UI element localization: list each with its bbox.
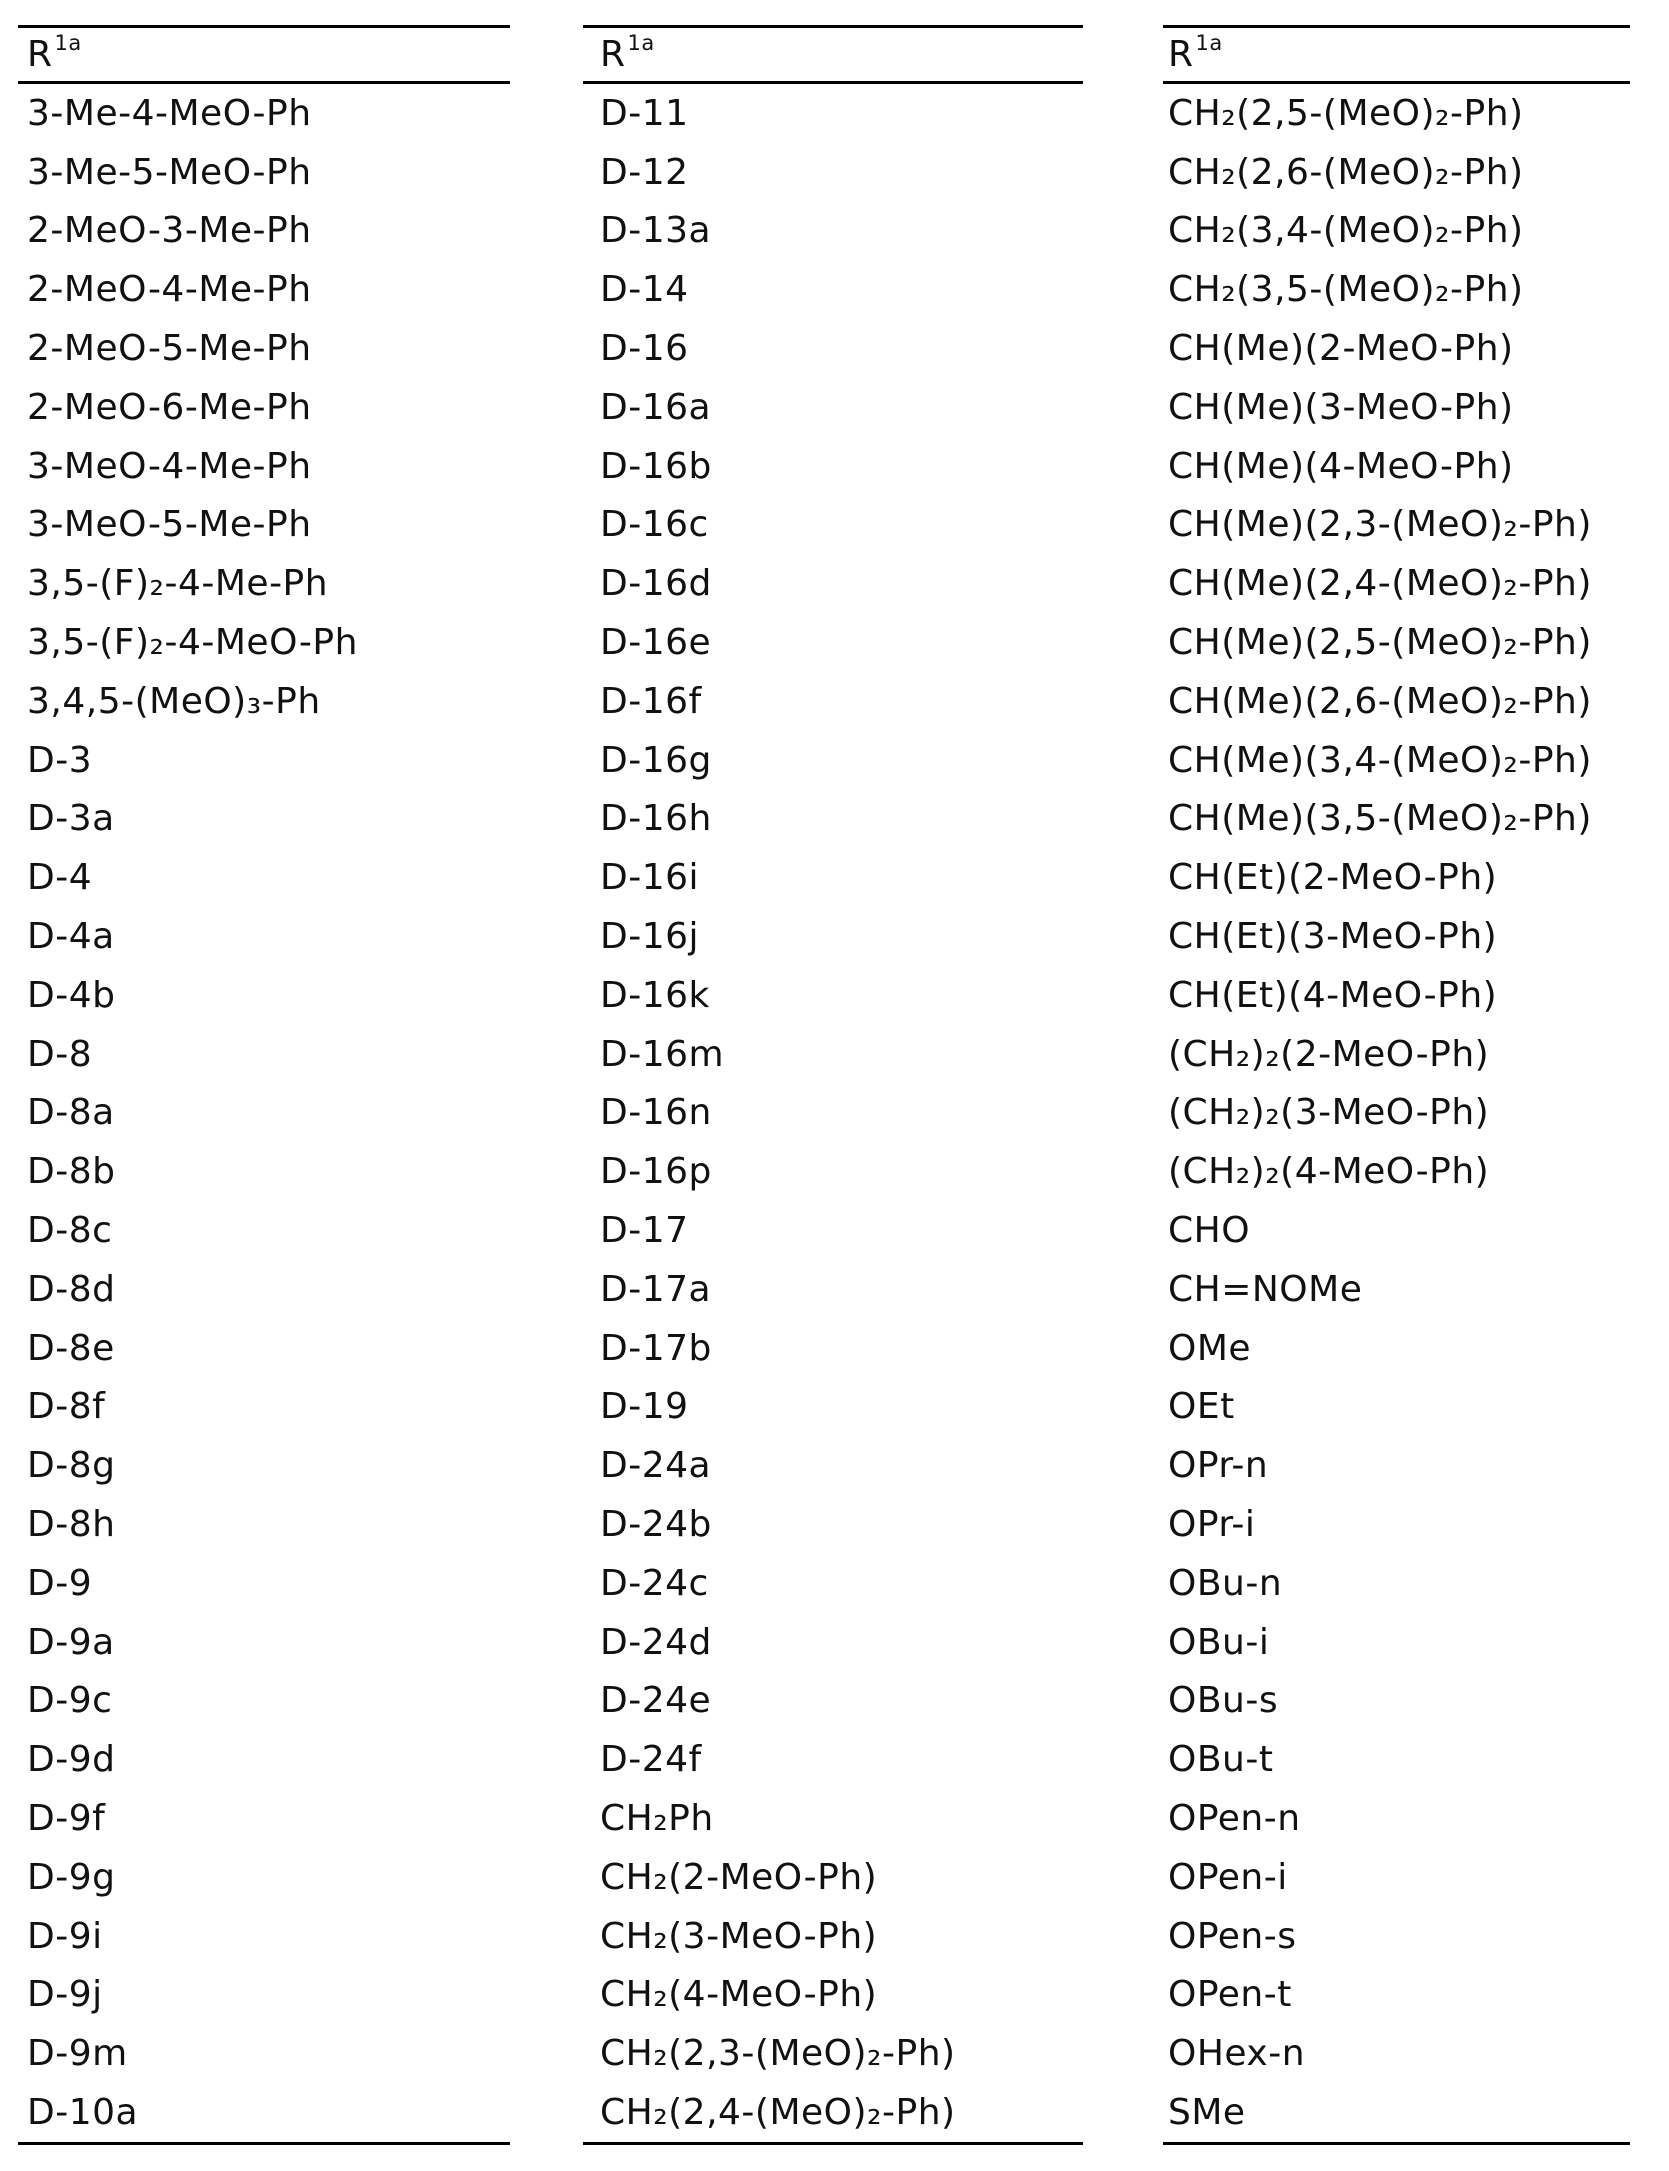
table-row: CH(Me)(2,6-(MeO)₂-Ph) [1168, 680, 1592, 722]
table-row: D-8a [27, 1092, 115, 1134]
table-row: CH₂(2,3-(MeO)₂-Ph) [600, 2033, 956, 2075]
table-row: D-8h [27, 1504, 116, 1546]
table-row: D-9m [27, 2033, 128, 2075]
table-row: D-8d [27, 1268, 116, 1310]
table-row: CH(Me)(2,5-(MeO)₂-Ph) [1168, 622, 1592, 664]
table-row: D-24b [600, 1504, 712, 1546]
table-row: D-9i [27, 1915, 103, 1957]
table-row: D-24e [600, 1680, 712, 1722]
table-row: OMe [1168, 1327, 1252, 1369]
table-row: OPen-t [1168, 1974, 1292, 2016]
table-header [583, 28, 1083, 84]
table-header [1163, 28, 1630, 84]
table-row: OBu-i [1168, 1621, 1270, 1663]
table-row: D-17a [600, 1268, 712, 1310]
table-row: CH(Et)(2-MeO-Ph) [1168, 857, 1498, 899]
header-superscript: 1a [54, 31, 82, 55]
table-row: OPr-n [1168, 1445, 1269, 1487]
table-row: OBu-t [1168, 1739, 1274, 1781]
table-row: CH(Et)(3-MeO-Ph) [1168, 916, 1498, 958]
table-row: CH(Me)(3,4-(MeO)₂-Ph) [1168, 739, 1592, 781]
table-row: D-12 [600, 151, 689, 193]
table-row: D-3 [27, 739, 93, 781]
table-row: 3-MeO-5-Me-Ph [27, 504, 312, 546]
table-row: 2-MeO-4-Me-Ph [27, 269, 312, 311]
table-row: CH(Me)(3,5-(MeO)₂-Ph) [1168, 798, 1592, 840]
table-row: D-9d [27, 1739, 116, 1781]
table-row: OEt [1168, 1386, 1235, 1428]
table-row: CH₂(3-MeO-Ph) [600, 1915, 878, 1957]
table-row: OHex-n [1168, 2033, 1306, 2075]
table-row: CH(Et)(4-MeO-Ph) [1168, 974, 1498, 1016]
table-row: D-24a [600, 1445, 712, 1487]
header-symbol: R [1168, 33, 1194, 75]
table-row: D-9c [27, 1680, 113, 1722]
table-row: D-10a [27, 2091, 139, 2133]
table-row: CH₂(3,4-(MeO)₂-Ph) [1168, 210, 1524, 252]
table-row: 3-MeO-4-Me-Ph [27, 445, 312, 487]
table-row: D-16k [600, 974, 710, 1016]
table-row: D-16a [600, 386, 712, 428]
table-row: CH(Me)(3-MeO-Ph) [1168, 386, 1514, 428]
table-row: D-17 [600, 1210, 689, 1252]
table-row: CH₂(4-MeO-Ph) [600, 1974, 878, 2016]
table-row: OPen-i [1168, 1856, 1288, 1898]
table-row: OBu-s [1168, 1680, 1279, 1722]
table-row: D-9g [27, 1856, 116, 1898]
table-row: D-16n [600, 1092, 712, 1134]
table-row: D-8 [27, 1033, 93, 1075]
table-row: CH(Me)(2,4-(MeO)₂-Ph) [1168, 563, 1592, 605]
table-row: 2-MeO-6-Me-Ph [27, 386, 312, 428]
table-row: D-16g [600, 739, 712, 781]
table-row: D-16d [600, 563, 712, 605]
table-row: 3,5-(F)₂-4-MeO-Ph [27, 622, 358, 664]
table-row: D-16 [600, 328, 689, 370]
substituent-table-right [1163, 25, 1630, 2145]
table-row: D-16c [600, 504, 709, 546]
table-row: 2-MeO-5-Me-Ph [27, 328, 312, 370]
table-row: D-16b [600, 445, 712, 487]
table-row: CH(Me)(4-MeO-Ph) [1168, 445, 1514, 487]
table-row: D-16f [600, 680, 702, 722]
table-row: D-24c [600, 1562, 709, 1604]
table-row: CH₂Ph [600, 1798, 714, 1839]
header-superscript: 1a [627, 31, 655, 55]
table-row: CH₂(2,5-(MeO)₂-Ph) [1168, 92, 1524, 134]
table-row: D-9j [27, 1974, 103, 2016]
table-row: D-8e [27, 1327, 115, 1369]
table-row: CH₂(2,4-(MeO)₂-Ph) [600, 2091, 956, 2133]
table-row: D-17b [600, 1327, 712, 1369]
table-row: CH=NOMe [1168, 1268, 1363, 1310]
table-row: 3,5-(F)₂-4-Me-Ph [27, 563, 329, 605]
table-row: D-3a [27, 798, 115, 840]
table-row: SMe [1168, 2091, 1246, 2133]
table-row: D-16m [600, 1033, 725, 1075]
table-row: CH(Me)(2-MeO-Ph) [1168, 328, 1514, 370]
table-body [18, 84, 510, 2142]
table-row: D-4b [27, 974, 116, 1016]
table-body [1163, 84, 1630, 2142]
table-row: CH₂(2-MeO-Ph) [600, 1856, 878, 1898]
table-row: CH(Me)(2,3-(MeO)₂-Ph) [1168, 504, 1592, 546]
table-row: 3,4,5-(MeO)₃-Ph [27, 680, 321, 722]
table-row: OPr-i [1168, 1504, 1256, 1546]
table-row: CH₂(3,5-(MeO)₂-Ph) [1168, 269, 1524, 311]
table-row: OBu-n [1168, 1562, 1283, 1604]
table-row: 3-Me-5-MeO-Ph [27, 151, 312, 193]
table-row: D-13a [600, 210, 712, 252]
table-row: (CH₂)₂(3-MeO-Ph) [1168, 1092, 1490, 1134]
table-row: D-4a [27, 916, 115, 958]
table-row: OPen-s [1168, 1915, 1297, 1957]
table-row: D-9a [27, 1621, 115, 1663]
table-body [583, 84, 1083, 2142]
table-row: D-16e [600, 622, 712, 664]
header-symbol: R [27, 33, 53, 75]
substituent-table-left [18, 25, 510, 2145]
table-row: D-9f [27, 1798, 106, 1839]
table-row: (CH₂)₂(4-MeO-Ph) [1168, 1151, 1490, 1193]
table-row: D-14 [600, 269, 689, 311]
table-row: CH₂(2,6-(MeO)₂-Ph) [1168, 151, 1524, 193]
table-row: 3-Me-4-MeO-Ph [27, 92, 312, 134]
table-row: D-11 [600, 92, 689, 134]
table-row: D-19 [600, 1386, 689, 1428]
table-row: D-24d [600, 1621, 712, 1663]
header-superscript: 1a [1195, 31, 1223, 55]
table-row: 2-MeO-3-Me-Ph [27, 210, 312, 252]
table-row: D-8c [27, 1210, 113, 1252]
substituent-table-middle [583, 25, 1083, 2145]
table-row: D-16j [600, 916, 700, 958]
table-row: OPen-n [1168, 1798, 1301, 1839]
table-row: D-8b [27, 1151, 116, 1193]
table-row: D-8g [27, 1445, 116, 1487]
table-row: D-16p [600, 1151, 712, 1193]
table-row: CHO [1168, 1210, 1251, 1252]
table-row: (CH₂)₂(2-MeO-Ph) [1168, 1033, 1490, 1075]
table-row: D-24f [600, 1739, 702, 1781]
table-row: D-9 [27, 1562, 93, 1604]
table-header [18, 28, 510, 84]
table-row: D-16i [600, 857, 700, 899]
table-row: D-4 [27, 857, 93, 899]
table-row: D-8f [27, 1386, 106, 1428]
header-symbol: R [600, 33, 626, 75]
table-row: D-16h [600, 798, 712, 840]
